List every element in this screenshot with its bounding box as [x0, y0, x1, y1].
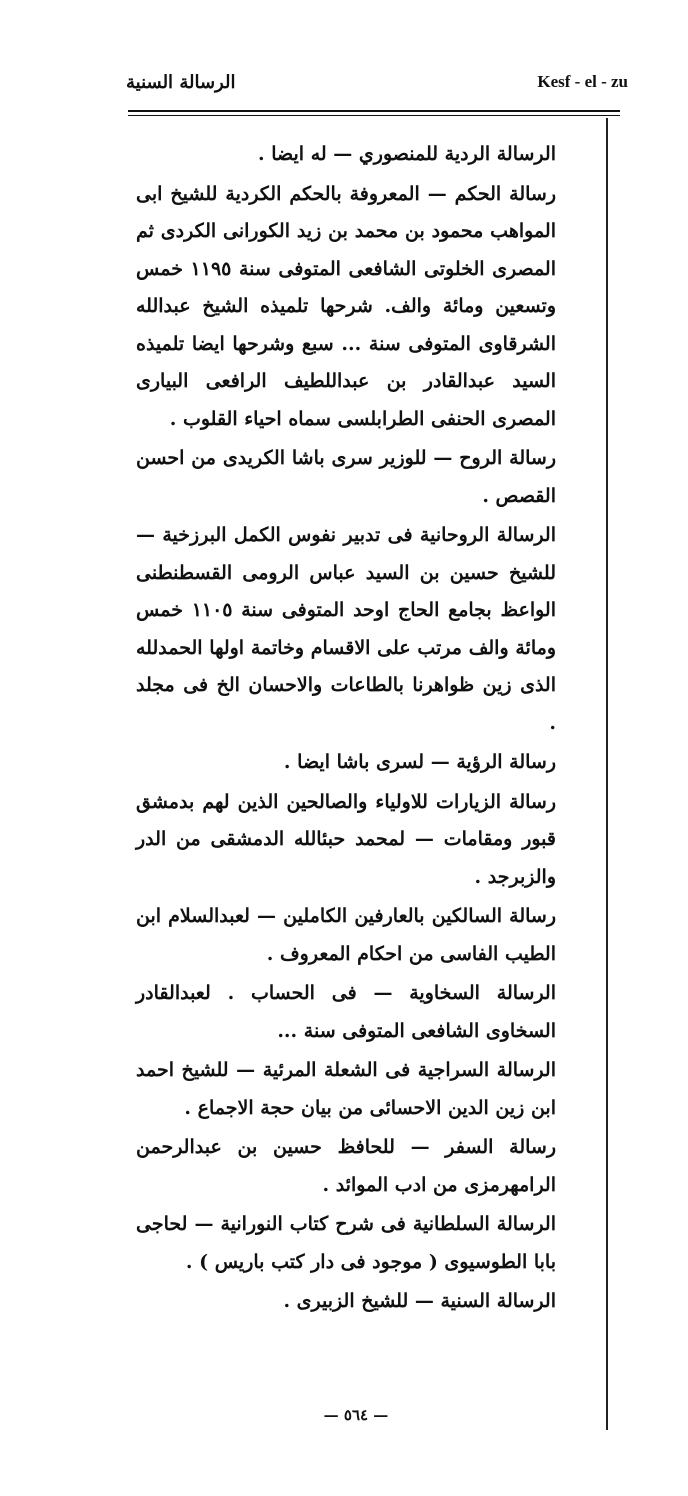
page-number: — ٥٦٤ —	[323, 1406, 389, 1424]
entry-7: رسالة السالكين بالعارفين الكاملين — لعبدالسلام ابن الطيب الفاسى من احكام المعروف .	[136, 905, 556, 965]
entry-11: الرسالة السلطانية فى شرح كتاب النورانية — لحاجى بابا الطوسيوى ( موجود فى دار كتب باريس ) .	[136, 1213, 556, 1273]
running-header-title: الرسالة السنية	[126, 72, 236, 93]
entry-6: رسالة الزيارات للاولياء والصالحين الذين لهم بدمشق قبور ومقامات — لمحمد حبئالله الدمشقى من الدر والزبرجد .	[136, 790, 556, 888]
entry-4: الرسالة الروحانية فى تدبير نفوس الكمل البرزخية — للشيخ حسين بن السيد عباس الرومى القسطنطنى الواعظ بجامع الحاج اوحد المتوفى سنة ١١٠٥ خمس ومائة والف مرتب على الاقسام وخاتمة اولها الحمدلله الذى زين ظواهرنا بالطاعات والاحسان الخ فى مجلد .	[136, 524, 556, 734]
page-body	[136, 136, 596, 1323]
entry-3: رسالة الروح — للوزير سرى باشا الكريدى من احسن القصص .	[136, 447, 556, 507]
entry-1: الرسالة الردية للمنصوري — له ايضا .	[258, 143, 556, 165]
margin-rule	[606, 118, 608, 1430]
entry-10: رسالة السفر — للحافظ حسين بن عبدالرحمن الرامهرمزى من ادب الموائد .	[136, 1136, 556, 1196]
entry-2: رسالة الحكم — المعروفة بالحكم الكردية للشيخ ابى المواهب محمود بن محمد بن زيد الكورانى الكردى ثم المصرى الخلوتى الشافعى المتوفى سنة ١١٩٥ خمس وتسعين ومائة والف. شرحها تلميذه الشيخ عبدالله الشرقاوى المتوفى سنة ... سبع وشرحها ايضا تلميذه السيد عبدالقادر بن عبداللطيف الرافعى البيارى المصرى الحنفى الطرابلسى سماه احياء القلوب .	[136, 182, 556, 430]
entry-5: رسالة الرؤية — لسرى باشا ايضا .	[283, 751, 556, 773]
entry-12: الرسالة السنية — للشيخ الزبيرى .	[283, 1290, 556, 1312]
entry-8: الرسالة السخاوية — فى الحساب . لعبدالقادر السخاوى الشافعى المتوفى سنة ...	[136, 982, 556, 1042]
entry-9: الرسالة السراجية فى الشعلة المرئية — للشيخ احمد ابن زين الدين الاحسائى من بيان حجة الاجماع .	[136, 1059, 556, 1119]
running-header-latin: Kesf - el - zu	[537, 72, 628, 91]
header-rule	[128, 110, 620, 116]
